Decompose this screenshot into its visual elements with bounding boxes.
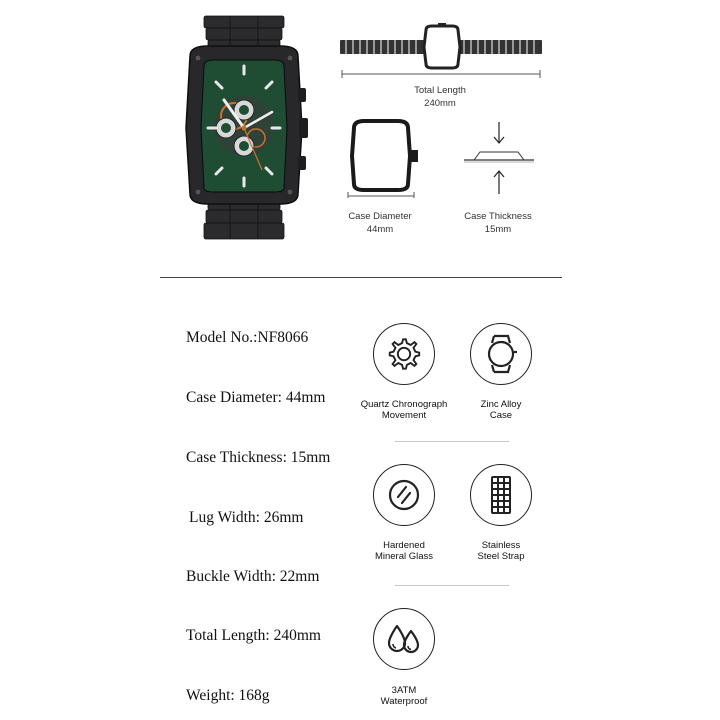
case-thickness-caption <box>448 210 548 236</box>
feature-strap-caption <box>446 541 556 562</box>
glass-icon <box>386 477 422 513</box>
case-diameter-caption <box>330 210 430 236</box>
steel-strap-icon <box>486 474 516 516</box>
spec-case-thickness: Case Thickness: 15mm <box>186 449 331 466</box>
spec-case-diameter: Case Diameter: 44mm <box>186 389 326 406</box>
water-drops-icon <box>384 621 424 657</box>
feature-case-badge <box>470 323 532 385</box>
feature-case-line2: Case <box>489 409 513 421</box>
case-diameter-label: Case Diameter <box>348 211 412 222</box>
total-length-value: 240mm <box>424 98 456 109</box>
bracelet-length-diagram <box>336 22 546 82</box>
spec-lug-width: Lug Width: 26mm <box>189 509 304 526</box>
feature-glass-badge <box>373 464 435 526</box>
feature-case-line1: Zinc Alloy <box>480 399 522 410</box>
feature-movement-line2: Movement <box>381 409 427 421</box>
feature-divider-1 <box>395 441 509 442</box>
feature-movement-line1: Quartz Chronograph <box>360 399 448 410</box>
spec-total-length: Total Length: 240mm <box>186 627 321 644</box>
feature-strap-line1: Stainless <box>481 540 521 551</box>
feature-waterproof-caption <box>349 686 459 707</box>
spec-weight: Weight: 168g <box>186 687 270 704</box>
feature-strap-line2: Steel Strap <box>477 550 525 562</box>
case-thickness-label: Case Thickness <box>464 211 532 222</box>
case-diameter-diagram <box>340 118 424 198</box>
spec-buckle-width: Buckle Width: 22mm <box>186 568 320 585</box>
feature-movement-caption <box>349 400 459 421</box>
total-length-caption <box>380 84 500 110</box>
feature-movement-badge <box>373 323 435 385</box>
bracelet-top <box>204 16 284 50</box>
case-thickness-diagram <box>456 118 542 198</box>
feature-glass-line1: Hardened <box>383 540 425 551</box>
feature-glass-caption <box>349 541 459 562</box>
spec-model-number: Model No.:NF8066 <box>186 329 309 346</box>
section-divider <box>160 277 562 278</box>
feature-divider-2 <box>395 585 509 586</box>
case-diameter-value: 44mm <box>366 224 394 235</box>
feature-waterproof-line1: 3ATM <box>391 685 417 696</box>
feature-case-caption <box>446 400 556 421</box>
watch-product-image <box>168 10 320 242</box>
watch-case-icon <box>481 332 521 376</box>
case-thickness-value: 15mm <box>484 224 512 235</box>
gear-icon <box>385 335 423 373</box>
feature-waterproof-badge <box>373 608 435 670</box>
feature-glass-line2: Mineral Glass <box>374 550 434 562</box>
feature-waterproof-line2: Waterproof <box>380 695 428 707</box>
feature-strap-badge <box>470 464 532 526</box>
total-length-label: Total Length <box>414 85 466 96</box>
